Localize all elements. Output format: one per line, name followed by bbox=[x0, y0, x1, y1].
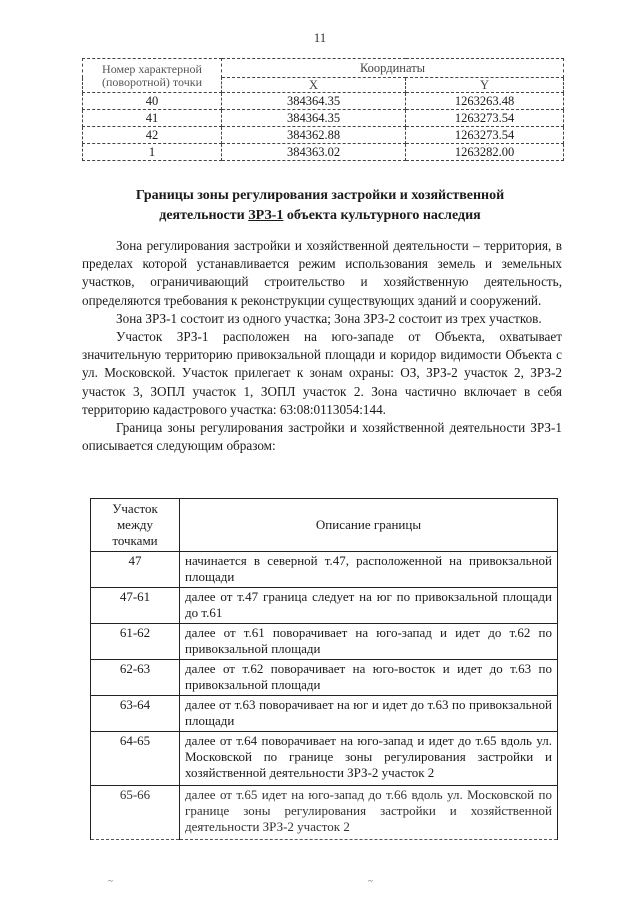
description-cell: далее от т.61 поворачивает на юго-запад и идет до т.62 по привокзальной площади bbox=[180, 624, 558, 660]
boundary-row bbox=[91, 588, 558, 624]
coord-y: 1263273.54 bbox=[406, 127, 564, 144]
header-segment-line3: точками bbox=[112, 533, 158, 548]
segment-cell: 62-63 bbox=[91, 660, 180, 696]
paragraph-location: Участок ЗРЗ-1 расположен на юго-западе от Объекта, охватывает значительную территорию привокзальной площади и коридор видимости Объекта с ул. Московской. Участок прилегает к зонам охраны: ОЗ, ЗРЗ-2 участок 2, ЗРЗ-2 участок 3, ЗОПЛ участок 1, ЗОПЛ участок 2. Зона частично включает в себя территорию кадастрового участка: 63:08:0113054:144. bbox=[82, 329, 562, 417]
boundary-row bbox=[91, 696, 558, 732]
coord-x: 384364.35 bbox=[222, 93, 406, 110]
segment-cell: 61-62 bbox=[91, 624, 180, 660]
scan-mark-left: ~ bbox=[108, 876, 113, 886]
coord-x: 384363.02 bbox=[222, 144, 406, 161]
body-text bbox=[82, 237, 562, 455]
segment-cell: 47 bbox=[91, 552, 180, 588]
coord-table-header-row bbox=[83, 59, 564, 78]
section-heading bbox=[60, 186, 580, 226]
boundary-row bbox=[91, 624, 558, 660]
description-cell: далее от т.47 граница следует на юг по привокзальной площади до т.61 bbox=[180, 588, 558, 624]
segment-cell: 65-66 bbox=[91, 786, 180, 840]
description-cell: далее от т.64 поворачивает на юго-запад и идет до т.65 вдоль ул. Московской по границе зоны регулирования застройки и хозяйственной деятельности ЗРЗ-2 участок 2 bbox=[180, 732, 558, 786]
heading-line2 bbox=[60, 206, 580, 226]
coord-x: 384362.88 bbox=[222, 127, 406, 144]
header-point-line2: (поворотной) точки bbox=[102, 74, 202, 89]
header-segment-line1: Участок bbox=[112, 501, 158, 516]
coord-y: 1263263.48 bbox=[406, 93, 564, 110]
boundary-table bbox=[90, 498, 558, 840]
header-coordinates: Координаты bbox=[222, 59, 564, 78]
coord-row bbox=[83, 93, 564, 110]
header-point-line1: Номер характерной bbox=[102, 61, 202, 76]
coord-x: 384364.35 bbox=[222, 110, 406, 127]
coord-point: 42 bbox=[83, 127, 222, 144]
boundary-row bbox=[91, 660, 558, 696]
page-number: 11 bbox=[313, 30, 327, 45]
heading-line2-pre: деятельности bbox=[159, 208, 249, 223]
header-point-cell bbox=[83, 59, 222, 93]
header-y: Y bbox=[406, 78, 564, 93]
coord-point: 40 bbox=[83, 93, 222, 110]
header-segment-line2: между bbox=[116, 517, 154, 532]
description-cell: далее от т.62 поворачивает на юго-восток и идет до т.63 по привокзальной площади bbox=[180, 660, 558, 696]
coordinates-table bbox=[82, 58, 564, 161]
heading-line1: Границы зоны регулирования застройки и хозяйственной bbox=[135, 188, 505, 203]
coord-row bbox=[83, 110, 564, 127]
coord-row bbox=[83, 127, 564, 144]
heading-line2-post: объекта культурного наследия bbox=[283, 208, 481, 223]
boundary-header-row bbox=[91, 499, 558, 552]
paragraph-composition: Зона ЗРЗ-1 состоит из одного участка; Зона ЗРЗ-2 состоит из трех участков. bbox=[116, 310, 542, 326]
description-cell: далее от т.65 идет на юго-запад до т.66 вдоль ул. Московской по границе зоны регулирования застройки и хозяйственной деятельности ЗРЗ-2 участок 2 bbox=[180, 786, 558, 840]
boundary-row bbox=[91, 732, 558, 786]
paragraph-intro: Граница зоны регулирования застройки и хозяйственной деятельности ЗРЗ-1 описывается следующим образом: bbox=[82, 420, 562, 454]
paragraph-definition: Зона регулирования застройки и хозяйственной деятельности – территория, в пределах которой устанавливается режим использования земель и земельных участков, ограничивающий строительство и хозяйственную деятельность, определяются требования к реконструкции существующих зданий и сооружений. bbox=[82, 238, 562, 308]
coord-y: 1263282.00 bbox=[406, 144, 564, 161]
coord-point: 1 bbox=[83, 144, 222, 161]
coord-row bbox=[83, 144, 564, 161]
segment-cell: 47-61 bbox=[91, 588, 180, 624]
scan-mark-right: ~ bbox=[368, 876, 373, 886]
heading-zone-code: ЗРЗ-1 bbox=[248, 208, 284, 223]
coord-point: 41 bbox=[83, 110, 222, 127]
boundary-row bbox=[91, 786, 558, 840]
segment-cell: 63-64 bbox=[91, 696, 180, 732]
boundary-row bbox=[91, 552, 558, 588]
description-cell: далее от т.63 поворачивает на юг и идет до т.63 по привокзальной площади bbox=[180, 696, 558, 732]
header-x: X bbox=[222, 78, 406, 93]
header-segment bbox=[91, 499, 180, 552]
coord-y: 1263273.54 bbox=[406, 110, 564, 127]
segment-cell: 64-65 bbox=[91, 732, 180, 786]
description-cell: начинается в северной т.47, расположенной на привокзальной площади bbox=[180, 552, 558, 588]
header-description: Описание границы bbox=[180, 499, 558, 552]
